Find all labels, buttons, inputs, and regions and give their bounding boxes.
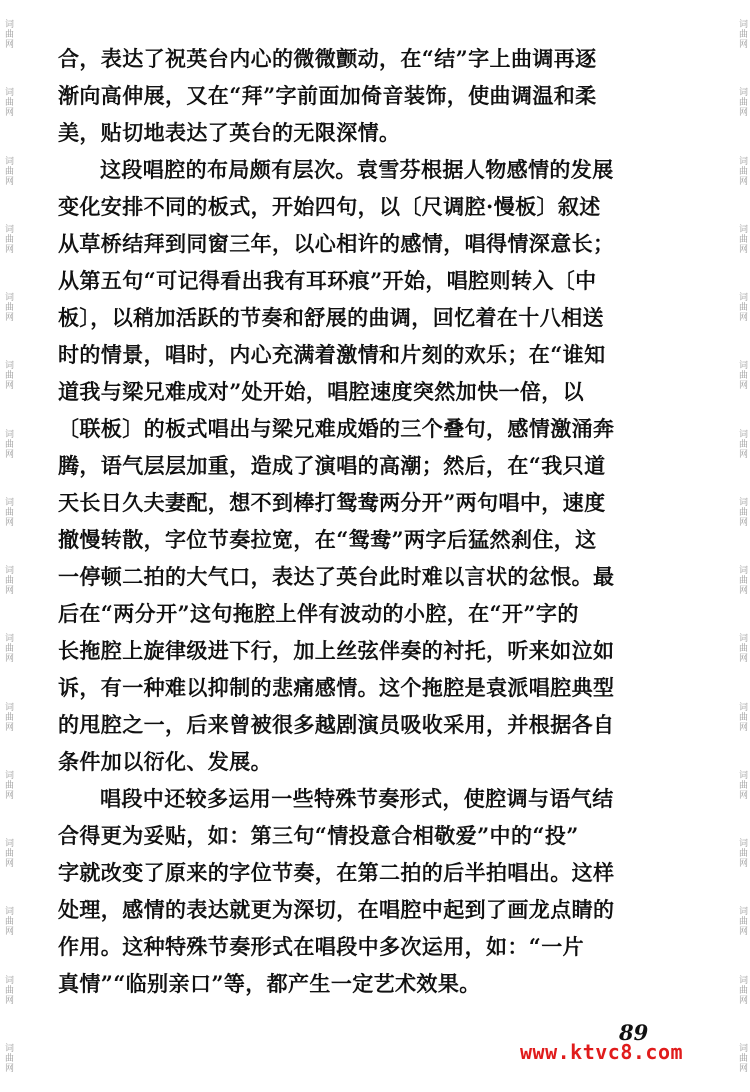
text-line: 作用。这种特殊节奏形式在唱段中多次运用，如：“一片 — [58, 934, 585, 959]
left-watermark-column — [0, 0, 16, 1092]
text-line: 真情”“临别亲口”等，都产生一定艺术效果。 — [58, 971, 481, 996]
watermark-text: 词曲网 — [737, 974, 747, 1005]
watermark-text: 词曲网 — [3, 633, 13, 664]
text-line: 天长日久夫妻配，想不到棒打鸳鸯两分开”两句唱中，速度 — [58, 490, 606, 515]
text-line: 这段唱腔的布局颇有层次。袁雪芬根据人物感情的发展 — [100, 157, 614, 182]
watermark-text: 词曲网 — [737, 223, 747, 254]
watermark-text: 词曲网 — [737, 701, 747, 732]
right-watermark-column — [734, 0, 750, 1092]
text-line: 唱段中还较多运用一些特殊节奏形式，使腔调与语气结 — [100, 786, 614, 811]
text-line: 腾，语气层层加重，造成了演唱的高潮；然后，在“我只道 — [58, 453, 606, 478]
watermark-text: 词曲网 — [737, 428, 747, 459]
watermark-text: 词曲网 — [737, 496, 747, 527]
text-line: 渐向高伸展，又在“拜”字前面加倚音装饰，使曲调温和柔 — [58, 83, 597, 108]
text-line: 撤慢转散，字位节奏拉宽，在“鸳鸯”两字后猛然刹住，这 — [58, 527, 597, 552]
watermark-text: 词曲网 — [737, 1042, 747, 1073]
text-line: 字就改变了原来的字位节奏，在第二拍的后半拍唱出。这样 — [58, 860, 615, 885]
text-line: 变化安排不同的板式，开始四句，以〔尺调腔·慢板〕叙述 — [58, 194, 601, 219]
watermark-text: 词曲网 — [3, 223, 13, 254]
text-line: 合，表达了祝英台内心的微微颤动，在“结”字上曲调再逐 — [58, 46, 597, 71]
watermark-text: 词曲网 — [737, 19, 747, 50]
watermark-text: 词曲网 — [3, 87, 13, 118]
text-line: 一停顿二拍的大气口，表达了英台此时难以言状的忿恨。最 — [58, 564, 615, 589]
watermark-text: 词曲网 — [737, 155, 747, 186]
watermark-text: 词曲网 — [3, 360, 13, 391]
text-line: 后在“两分开”这句拖腔上伴有波动的小腔，在“开”字的 — [58, 601, 579, 626]
watermark-text: 词曲网 — [3, 496, 13, 527]
text-line: 从草桥结拜到同窗三年，以心相许的感情，唱得情深意长； — [58, 231, 615, 256]
watermark-text: 词曲网 — [3, 701, 13, 732]
watermark-text: 词曲网 — [737, 838, 747, 869]
text-line: 诉，有一种难以抑制的悲痛感情。这个拖腔是袁派唱腔典型 — [58, 675, 615, 700]
watermark-text: 词曲网 — [737, 769, 747, 800]
watermark-text: 词曲网 — [3, 19, 13, 50]
watermark-text: 词曲网 — [3, 292, 13, 323]
watermark-text: 词曲网 — [3, 155, 13, 186]
text-line: 〔联板〕的板式唱出与梁兄难成婚的三个叠句，感情激涌奔 — [58, 416, 615, 441]
text-line: 板〕，以稍加活跃的节奏和舒展的曲调，回忆着在十八相送 — [58, 305, 604, 330]
watermark-text: 词曲网 — [737, 87, 747, 118]
text-line: 合得更为妥贴，如：第三句“情投意合相敬爱”中的“投” — [58, 823, 579, 848]
text-line: 条件加以衍化、发展。 — [58, 749, 272, 774]
watermark-text: 词曲网 — [737, 633, 747, 664]
site-watermark-url: www.ktvc8.com — [520, 1040, 684, 1064]
text-line: 的甩腔之一，后来曾被很多越剧演员吸收采用，并根据各自 — [58, 712, 615, 737]
text-line: 时的情景，唱时，内心充满着激情和片刻的欢乐；在“谁知 — [58, 342, 606, 367]
watermark-text: 词曲网 — [3, 769, 13, 800]
text-line: 处理，感情的表达就更为深切，在唱腔中起到了画龙点睛的 — [58, 897, 615, 922]
watermark-text: 词曲网 — [737, 360, 747, 391]
article-body — [58, 40, 688, 1002]
watermark-text: 词曲网 — [3, 906, 13, 937]
text-line: 长拖腔上旋律级进下行，加上丝弦伴奏的衬托，听来如泣如 — [58, 638, 615, 663]
text-line: 从第五句“可记得看出我有耳环痕”开始，唱腔则转入〔中 — [58, 268, 597, 293]
watermark-text: 词曲网 — [3, 428, 13, 459]
watermark-text: 词曲网 — [3, 1042, 13, 1073]
text-line: 道我与梁兄难成对”处开始，唱腔速度突然加快一倍，以 — [58, 379, 585, 404]
watermark-text: 词曲网 — [3, 565, 13, 596]
watermark-text: 词曲网 — [737, 565, 747, 596]
watermark-text: 词曲网 — [3, 838, 13, 869]
watermark-text: 词曲网 — [737, 292, 747, 323]
text-line: 美，贴切地表达了英台的无限深情。 — [58, 120, 401, 145]
watermark-text: 词曲网 — [737, 906, 747, 937]
watermark-text: 词曲网 — [3, 974, 13, 1005]
page-number: 89 — [619, 1020, 649, 1045]
